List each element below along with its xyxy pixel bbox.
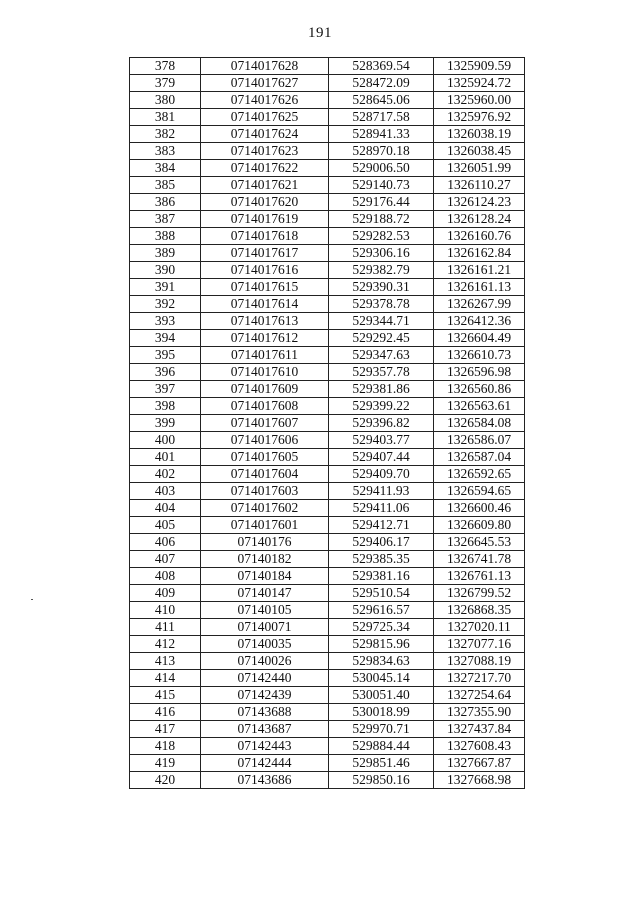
- x-coordinate-cell: 528645.06: [329, 92, 434, 109]
- table-row: [130, 92, 525, 109]
- point-id-cell: 0714017617: [201, 245, 329, 262]
- y-coordinate-cell: 1326160.76: [434, 228, 525, 245]
- x-coordinate-cell: 529406.17: [329, 534, 434, 551]
- y-coordinate-cell: 1327667.87: [434, 755, 525, 772]
- table-row: [130, 262, 525, 279]
- x-coordinate-cell: 529385.35: [329, 551, 434, 568]
- point-number-cell: 388: [130, 228, 201, 245]
- point-id-cell: 07143686: [201, 772, 329, 789]
- point-number-cell: 392: [130, 296, 201, 313]
- x-coordinate-cell: 529616.57: [329, 602, 434, 619]
- x-coordinate-cell: 530018.99: [329, 704, 434, 721]
- y-coordinate-cell: 1327608.43: [434, 738, 525, 755]
- table-row: [130, 296, 525, 313]
- table-row: [130, 160, 525, 177]
- x-coordinate-cell: 528472.09: [329, 75, 434, 92]
- y-coordinate-cell: 1325976.92: [434, 109, 525, 126]
- point-id-cell: 0714017625: [201, 109, 329, 126]
- table-row: [130, 551, 525, 568]
- y-coordinate-cell: 1326038.45: [434, 143, 525, 160]
- point-id-cell: 0714017608: [201, 398, 329, 415]
- table-row: [130, 432, 525, 449]
- table-row: [130, 687, 525, 704]
- x-coordinate-cell: 529851.46: [329, 755, 434, 772]
- x-coordinate-cell: 529188.72: [329, 211, 434, 228]
- point-id-cell: 0714017607: [201, 415, 329, 432]
- point-id-cell: 0714017602: [201, 500, 329, 517]
- y-coordinate-cell: 1326596.98: [434, 364, 525, 381]
- point-number-cell: 409: [130, 585, 201, 602]
- x-coordinate-cell: 529282.53: [329, 228, 434, 245]
- x-coordinate-cell: 529970.71: [329, 721, 434, 738]
- x-coordinate-cell: 528717.58: [329, 109, 434, 126]
- table-row: [130, 381, 525, 398]
- table-row: [130, 670, 525, 687]
- point-number-cell: 386: [130, 194, 201, 211]
- y-coordinate-cell: 1326604.49: [434, 330, 525, 347]
- x-coordinate-cell: 529407.44: [329, 449, 434, 466]
- x-coordinate-cell: 529378.78: [329, 296, 434, 313]
- y-coordinate-cell: 1326587.04: [434, 449, 525, 466]
- x-coordinate-cell: 529390.31: [329, 279, 434, 296]
- point-number-cell: 378: [130, 58, 201, 75]
- y-coordinate-cell: 1326761.13: [434, 568, 525, 585]
- x-coordinate-cell: 529306.16: [329, 245, 434, 262]
- point-number-cell: 397: [130, 381, 201, 398]
- point-id-cell: 0714017614: [201, 296, 329, 313]
- x-coordinate-cell: 530045.14: [329, 670, 434, 687]
- point-id-cell: 07140147: [201, 585, 329, 602]
- point-number-cell: 381: [130, 109, 201, 126]
- x-coordinate-cell: 529834.63: [329, 653, 434, 670]
- table-row: [130, 245, 525, 262]
- page-number: 191: [308, 25, 332, 41]
- y-coordinate-cell: 1326592.65: [434, 466, 525, 483]
- point-id-cell: 07140184: [201, 568, 329, 585]
- table-row: [130, 568, 525, 585]
- y-coordinate-cell: 1326584.08: [434, 415, 525, 432]
- point-number-cell: 420: [130, 772, 201, 789]
- y-coordinate-cell: 1326741.78: [434, 551, 525, 568]
- point-number-cell: 403: [130, 483, 201, 500]
- point-number-cell: 393: [130, 313, 201, 330]
- point-id-cell: 07140071: [201, 619, 329, 636]
- point-id-cell: 07140026: [201, 653, 329, 670]
- y-coordinate-cell: 1326051.99: [434, 160, 525, 177]
- x-coordinate-cell: 529176.44: [329, 194, 434, 211]
- point-id-cell: 07140035: [201, 636, 329, 653]
- table-row: [130, 449, 525, 466]
- point-number-cell: 390: [130, 262, 201, 279]
- x-coordinate-cell: 529357.78: [329, 364, 434, 381]
- y-coordinate-cell: 1326600.46: [434, 500, 525, 517]
- coordinates-table: [129, 57, 525, 789]
- x-coordinate-cell: 529850.16: [329, 772, 434, 789]
- point-number-cell: 401: [130, 449, 201, 466]
- point-number-cell: 395: [130, 347, 201, 364]
- y-coordinate-cell: 1327077.16: [434, 636, 525, 653]
- point-id-cell: 0714017626: [201, 92, 329, 109]
- x-coordinate-cell: 529396.82: [329, 415, 434, 432]
- point-id-cell: 0714017613: [201, 313, 329, 330]
- table-row: [130, 585, 525, 602]
- point-id-cell: 0714017612: [201, 330, 329, 347]
- point-number-cell: 383: [130, 143, 201, 160]
- point-number-cell: 407: [130, 551, 201, 568]
- table-row: [130, 143, 525, 160]
- table-row: [130, 313, 525, 330]
- table-row: [130, 211, 525, 228]
- table-row: [130, 619, 525, 636]
- table-row: [130, 704, 525, 721]
- point-number-cell: 389: [130, 245, 201, 262]
- point-number-cell: 414: [130, 670, 201, 687]
- y-coordinate-cell: 1325960.00: [434, 92, 525, 109]
- table-row: [130, 75, 525, 92]
- point-number-cell: 413: [130, 653, 201, 670]
- point-id-cell: 07142443: [201, 738, 329, 755]
- y-coordinate-cell: 1326799.52: [434, 585, 525, 602]
- x-coordinate-cell: 528970.18: [329, 143, 434, 160]
- point-id-cell: 0714017618: [201, 228, 329, 245]
- y-coordinate-cell: 1327254.64: [434, 687, 525, 704]
- point-number-cell: 382: [130, 126, 201, 143]
- x-coordinate-cell: 529510.54: [329, 585, 434, 602]
- y-coordinate-cell: 1326560.86: [434, 381, 525, 398]
- x-coordinate-cell: 528941.33: [329, 126, 434, 143]
- point-id-cell: 07140182: [201, 551, 329, 568]
- point-number-cell: 415: [130, 687, 201, 704]
- x-coordinate-cell: 529381.86: [329, 381, 434, 398]
- point-number-cell: 384: [130, 160, 201, 177]
- table-row: [130, 483, 525, 500]
- table-row: [130, 534, 525, 551]
- y-coordinate-cell: 1326610.73: [434, 347, 525, 364]
- x-coordinate-cell: 529382.79: [329, 262, 434, 279]
- table-row: [130, 517, 525, 534]
- y-coordinate-cell: 1326412.36: [434, 313, 525, 330]
- point-id-cell: 0714017622: [201, 160, 329, 177]
- table-row: [130, 500, 525, 517]
- y-coordinate-cell: 1326161.13: [434, 279, 525, 296]
- point-number-cell: 416: [130, 704, 201, 721]
- table-row: [130, 194, 525, 211]
- table-row: [130, 755, 525, 772]
- x-coordinate-cell: 529006.50: [329, 160, 434, 177]
- point-id-cell: 0714017616: [201, 262, 329, 279]
- point-id-cell: 0714017623: [201, 143, 329, 160]
- table-row: [130, 721, 525, 738]
- y-coordinate-cell: 1326645.53: [434, 534, 525, 551]
- point-number-cell: 402: [130, 466, 201, 483]
- point-number-cell: 417: [130, 721, 201, 738]
- y-coordinate-cell: 1326594.65: [434, 483, 525, 500]
- point-number-cell: 405: [130, 517, 201, 534]
- point-number-cell: 396: [130, 364, 201, 381]
- table-body: [130, 58, 525, 789]
- x-coordinate-cell: 529815.96: [329, 636, 434, 653]
- point-number-cell: 418: [130, 738, 201, 755]
- table-row: [130, 738, 525, 755]
- point-id-cell: 0714017603: [201, 483, 329, 500]
- point-id-cell: 07140176: [201, 534, 329, 551]
- table-row: [130, 109, 525, 126]
- point-id-cell: 07142444: [201, 755, 329, 772]
- point-id-cell: 0714017611: [201, 347, 329, 364]
- point-id-cell: 0714017621: [201, 177, 329, 194]
- table-row: [130, 653, 525, 670]
- point-number-cell: 410: [130, 602, 201, 619]
- point-id-cell: 0714017627: [201, 75, 329, 92]
- table-row: [130, 126, 525, 143]
- y-coordinate-cell: 1326586.07: [434, 432, 525, 449]
- y-coordinate-cell: 1326868.35: [434, 602, 525, 619]
- point-id-cell: 0714017609: [201, 381, 329, 398]
- y-coordinate-cell: 1325924.72: [434, 75, 525, 92]
- point-id-cell: 0714017610: [201, 364, 329, 381]
- point-number-cell: 379: [130, 75, 201, 92]
- point-id-cell: 07142440: [201, 670, 329, 687]
- x-coordinate-cell: 529725.34: [329, 619, 434, 636]
- table-row: [130, 228, 525, 245]
- y-coordinate-cell: 1326609.80: [434, 517, 525, 534]
- point-number-cell: 404: [130, 500, 201, 517]
- x-coordinate-cell: 530051.40: [329, 687, 434, 704]
- point-number-cell: 408: [130, 568, 201, 585]
- point-number-cell: 400: [130, 432, 201, 449]
- y-coordinate-cell: 1326162.84: [434, 245, 525, 262]
- x-coordinate-cell: 529412.71: [329, 517, 434, 534]
- table-row: [130, 347, 525, 364]
- x-coordinate-cell: 529411.93: [329, 483, 434, 500]
- y-coordinate-cell: 1326110.27: [434, 177, 525, 194]
- x-coordinate-cell: 529403.77: [329, 432, 434, 449]
- point-number-cell: 380: [130, 92, 201, 109]
- table-row: [130, 398, 525, 415]
- y-coordinate-cell: 1326124.23: [434, 194, 525, 211]
- y-coordinate-cell: 1326563.61: [434, 398, 525, 415]
- point-number-cell: 411: [130, 619, 201, 636]
- point-id-cell: 0714017606: [201, 432, 329, 449]
- point-id-cell: 07143688: [201, 704, 329, 721]
- point-number-cell: 385: [130, 177, 201, 194]
- scan-speck: [31, 599, 33, 600]
- y-coordinate-cell: 1327668.98: [434, 772, 525, 789]
- point-id-cell: 0714017601: [201, 517, 329, 534]
- point-id-cell: 0714017628: [201, 58, 329, 75]
- y-coordinate-cell: 1327437.84: [434, 721, 525, 738]
- y-coordinate-cell: 1325909.59: [434, 58, 525, 75]
- point-number-cell: 398: [130, 398, 201, 415]
- table-row: [130, 177, 525, 194]
- x-coordinate-cell: 529292.45: [329, 330, 434, 347]
- point-id-cell: 0714017624: [201, 126, 329, 143]
- x-coordinate-cell: 529140.73: [329, 177, 434, 194]
- x-coordinate-cell: 529347.63: [329, 347, 434, 364]
- x-coordinate-cell: 529411.06: [329, 500, 434, 517]
- y-coordinate-cell: 1327088.19: [434, 653, 525, 670]
- y-coordinate-cell: 1326161.21: [434, 262, 525, 279]
- point-id-cell: 07142439: [201, 687, 329, 704]
- x-coordinate-cell: 529884.44: [329, 738, 434, 755]
- x-coordinate-cell: 529381.16: [329, 568, 434, 585]
- point-number-cell: 391: [130, 279, 201, 296]
- table-row: [130, 636, 525, 653]
- table-row: [130, 58, 525, 75]
- point-number-cell: 387: [130, 211, 201, 228]
- point-id-cell: 0714017604: [201, 466, 329, 483]
- y-coordinate-cell: 1326267.99: [434, 296, 525, 313]
- x-coordinate-cell: 529409.70: [329, 466, 434, 483]
- table-row: [130, 772, 525, 789]
- point-number-cell: 394: [130, 330, 201, 347]
- point-number-cell: 399: [130, 415, 201, 432]
- y-coordinate-cell: 1327217.70: [434, 670, 525, 687]
- point-id-cell: 0714017615: [201, 279, 329, 296]
- x-coordinate-cell: 529399.22: [329, 398, 434, 415]
- table-row: [130, 330, 525, 347]
- table-row: [130, 466, 525, 483]
- point-id-cell: 0714017619: [201, 211, 329, 228]
- table-row: [130, 279, 525, 296]
- point-number-cell: 406: [130, 534, 201, 551]
- point-id-cell: 07143687: [201, 721, 329, 738]
- point-id-cell: 0714017605: [201, 449, 329, 466]
- y-coordinate-cell: 1327020.11: [434, 619, 525, 636]
- table-row: [130, 364, 525, 381]
- point-number-cell: 419: [130, 755, 201, 772]
- table-row: [130, 415, 525, 432]
- y-coordinate-cell: 1326128.24: [434, 211, 525, 228]
- table-row: [130, 602, 525, 619]
- y-coordinate-cell: 1327355.90: [434, 704, 525, 721]
- x-coordinate-cell: 529344.71: [329, 313, 434, 330]
- point-id-cell: 07140105: [201, 602, 329, 619]
- point-id-cell: 0714017620: [201, 194, 329, 211]
- y-coordinate-cell: 1326038.19: [434, 126, 525, 143]
- point-number-cell: 412: [130, 636, 201, 653]
- x-coordinate-cell: 528369.54: [329, 58, 434, 75]
